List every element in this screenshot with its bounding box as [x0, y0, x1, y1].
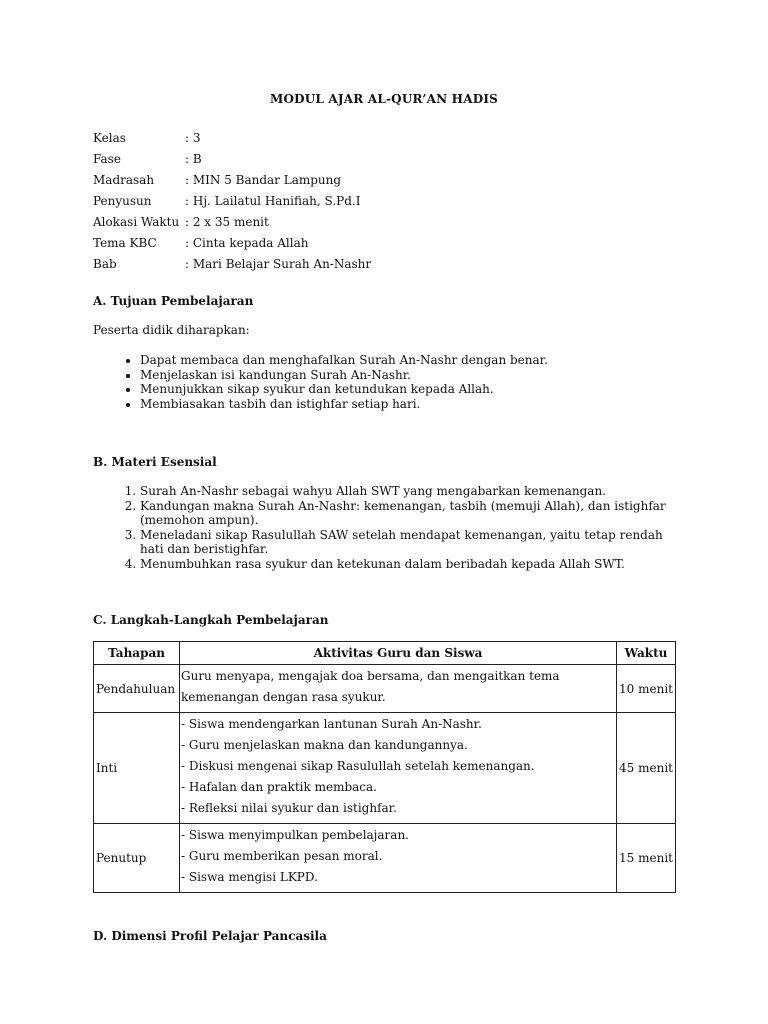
info-label: Bab — [93, 257, 117, 271]
activity-line: - Siswa mengisi LKPD. — [181, 870, 318, 884]
info-value: : Hj. Lailatul Hanifiah, S.Pd.I — [185, 194, 361, 208]
list-item: • Membiasakan tasbih dan istighfar setiap hari. — [140, 397, 700, 412]
activity-line: kemenangan dengan rasa syukur. — [181, 690, 386, 704]
activity-line: - Diskusi mengenai sikap Rasulullah setelah kemenangan. — [181, 759, 535, 773]
activity-line: - Guru memberikan pesan moral. — [181, 849, 383, 863]
info-value: : B — [185, 152, 202, 166]
activities-cell — [180, 824, 617, 893]
stage-cell: Inti — [94, 713, 180, 824]
activity-line: - Hafalan dan praktik membaca. — [181, 780, 377, 794]
section-d-heading: D. Dimensi Profil Pelajar Pancasila — [93, 929, 327, 943]
activity-line: - Guru menjelaskan makna dan kandungannya. — [181, 738, 468, 752]
time-cell: 15 menit — [617, 824, 676, 893]
info-label: Fase — [93, 152, 121, 166]
info-value: : 2 x 35 menit — [185, 215, 269, 229]
info-row-tema-kbc — [93, 236, 371, 257]
info-value: : Mari Belajar Surah An-Nashr — [185, 257, 372, 271]
section-c-heading: C. Langkah-Langkah Pembelajaran — [93, 613, 329, 627]
table-row — [94, 824, 676, 893]
table-header-cell: Tahapan — [94, 642, 180, 665]
stage-cell: Pendahuluan — [94, 665, 180, 713]
learning-steps-table — [93, 641, 676, 893]
stage-cell: Penutup — [94, 824, 180, 893]
info-value: : MIN 5 Bandar Lampung — [185, 173, 342, 187]
info-value: : Cinta kepada Allah — [185, 236, 309, 250]
info-value: : 3 — [185, 131, 201, 145]
info-label: Tema KBC — [93, 236, 157, 250]
list-item: 2. Kandungan makna Surah An-Nashr: kemenangan, tasbih (memuji Allah), dan istighfar (memohon ampun). — [140, 499, 680, 528]
info-label: Madrasah — [93, 173, 155, 187]
table-header-row — [94, 642, 676, 665]
activities-cell — [180, 665, 617, 713]
info-row-bab — [93, 257, 371, 278]
activity-line: Guru menyapa, mengajak doa bersama, dan mengaitkan tema — [181, 669, 560, 683]
document-title: MODUL AJAR AL-QUR’AN HADIS — [269, 92, 499, 106]
list-item: 1. Surah An-Nashr sebagai wahyu Allah SWT yang mengabarkan kemenangan. — [140, 484, 680, 499]
info-label: Kelas — [93, 131, 126, 145]
section-a-intro: Peserta didik diharapkan: — [93, 323, 250, 337]
list-item: • Menunjukkan sikap syukur dan ketundukan kepada Allah. — [140, 382, 700, 397]
list-item: 4. Menumbuhkan rasa syukur dan ketekunan dalam beribadah kepada Allah SWT. — [140, 557, 680, 572]
list-item: • Menjelaskan isi kandungan Surah An-Nashr. — [140, 368, 700, 383]
time-cell: 45 menit — [617, 713, 676, 824]
list-item: 3. Meneladani sikap Rasulullah SAW setelah mendapat kemenangan, yaitu tetap rendah hati dan beristighfar. — [140, 528, 680, 557]
table-row — [94, 713, 676, 824]
info-row-alokasi-waktu — [93, 215, 371, 236]
section-b-heading: B. Materi Esensial — [93, 455, 217, 469]
info-row-kelas — [93, 131, 371, 152]
table-header-cell: Waktu — [617, 642, 676, 665]
activity-line: - Siswa menyimpulkan pembelajaran. — [181, 828, 409, 842]
info-row-fase — [93, 152, 371, 173]
activity-line: - Siswa mendengarkan lantunan Surah An-Nashr. — [181, 717, 482, 731]
info-label: Penyusun — [93, 194, 152, 208]
table-header-cell: Aktivitas Guru dan Siswa — [180, 642, 617, 665]
table-row — [94, 665, 676, 713]
activities-cell — [180, 713, 617, 824]
info-block — [93, 131, 371, 278]
info-row-penyusun — [93, 194, 371, 215]
list-item: • Dapat membaca dan menghafalkan Surah An-Nashr dengan benar. — [140, 353, 700, 368]
time-cell: 10 menit — [617, 665, 676, 713]
objectives-list — [93, 353, 700, 411]
materials-list — [93, 484, 680, 571]
section-a-heading: A. Tujuan Pembelajaran — [93, 294, 254, 308]
info-row-madrasah — [93, 173, 371, 194]
activity-line: - Refleksi nilai syukur dan istighfar. — [181, 801, 397, 815]
info-label: Alokasi Waktu — [93, 215, 180, 229]
